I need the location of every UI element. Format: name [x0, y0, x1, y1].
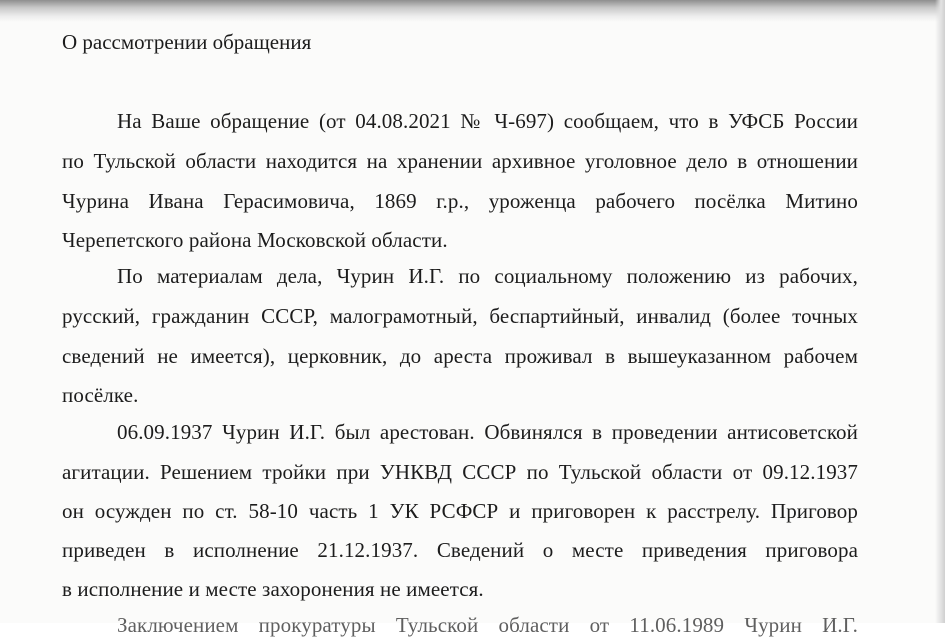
- paragraph-1-line-2: по Тульской области находится на хранении архивное уголовное дело в отношении: [62, 149, 858, 173]
- paragraph-2-line-1: По материалам дела, Чурин И.Г. по социальному положению из рабочих,: [117, 264, 858, 288]
- paragraph-4-line-1: Заключением прокуратуры Тульской области от 11.06.1989 Чурин И.Г.: [117, 613, 858, 637]
- paragraph-2-line-4: посёлке.: [62, 383, 139, 407]
- page-top-shadow: [0, 0, 945, 22]
- paragraph-2-line-2: русский, гражданин СССР, малограмотный, беспартийный, инвалид (более точных: [62, 304, 858, 328]
- paragraph-1-line-3: Чурина Ивана Герасимовича, 1869 г.р., уроженца рабочего посёлка Митино: [62, 189, 858, 213]
- document-subject: О рассмотрении обращения: [62, 30, 312, 54]
- paragraph-3-line-2: агитации. Решением тройки при УНКВД СССР по Тульской области от 09.12.1937: [62, 460, 858, 484]
- paragraph-1-line-1: На Ваше обращение (от 04.08.2021 № Ч-697) сообщаем, что в УФСБ России: [117, 109, 858, 133]
- paragraph-3-line-5: в исполнение и месте захоронения не имеется.: [62, 577, 484, 601]
- paragraph-1-line-4: Черепетского района Московской области.: [62, 228, 448, 252]
- paragraph-3-line-3: он осужден по ст. 58-10 часть 1 УК РСФСР и приговорен к расстрелу. Приговор: [62, 499, 858, 523]
- paragraph-3-line-4: приведен в исполнение 21.12.1937. Сведений о месте приведения приговора: [62, 538, 858, 562]
- paragraph-2-line-3: сведений не имеется), церковник, до ареста проживал в вышеуказанном рабочем: [62, 344, 858, 368]
- paragraph-3-line-1: 06.09.1937 Чурин И.Г. был арестован. Обвинялся в проведении антисоветской: [117, 420, 858, 444]
- page-right-edge: [935, 0, 945, 623]
